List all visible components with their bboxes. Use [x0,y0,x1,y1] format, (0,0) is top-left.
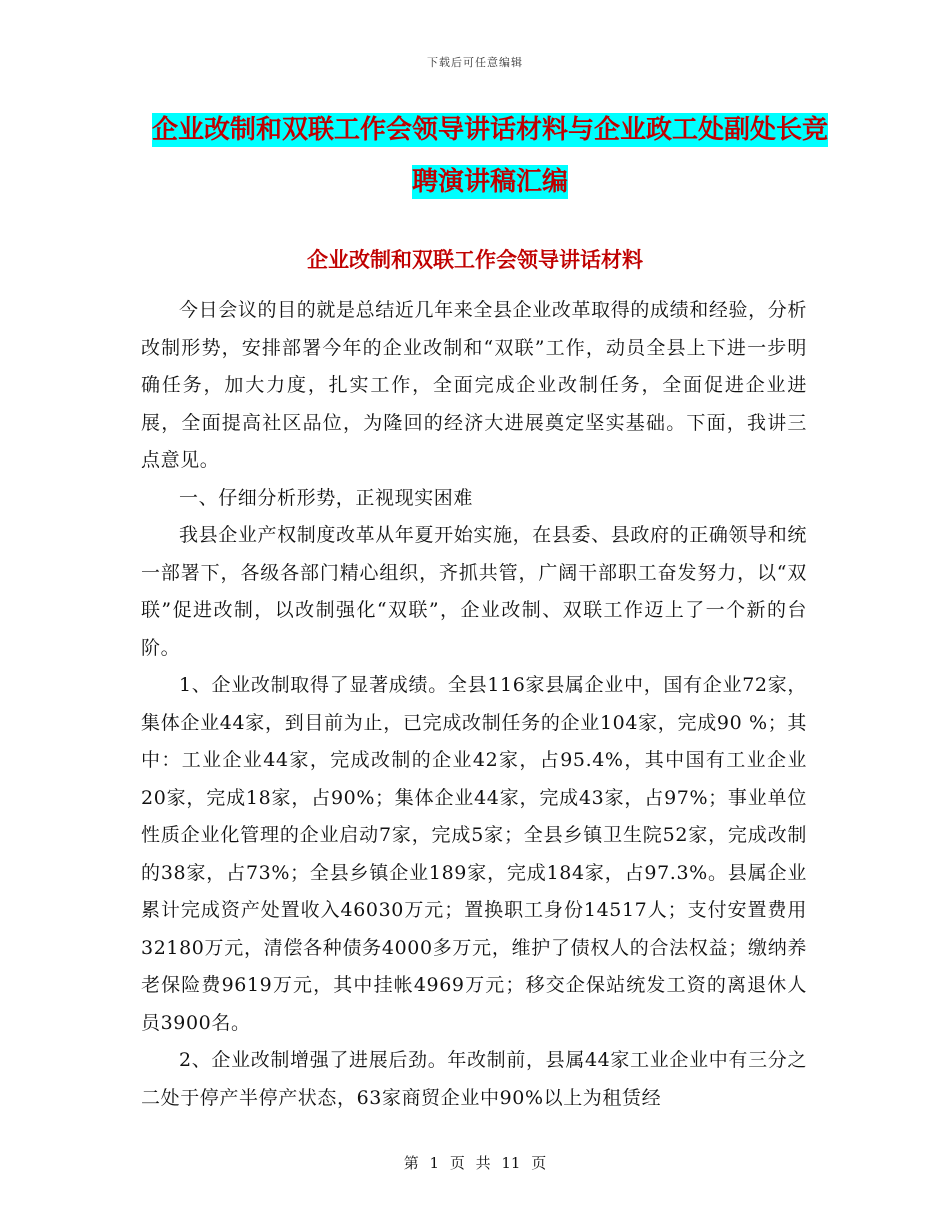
paragraph: 我县企业产权制度改革从年夏开始实施，在县委、县政府的正确领导和统一部署下，各级各部门精心组织，齐抓共管，广阔干部职工奋发努力，以“双联”促进改制，以改制强化“双联”，企业改制、双联工作迈上了一个新的台阶。 [141,524,807,659]
paragraph: 2、企业改制增强了进展后劲。年改制前，县属44家工业企业中有三分之二处于停产半停产状态，63家商贸企业中90%以上为租赁经 [141,1049,807,1109]
paragraph: 1、企业改制取得了显著成绩。全县116家县属企业中，国有企业72家，集体企业44家，到目前为止，已完成改制任务的企业104家，完成90 %；其中：工业企业44家，完成改制的企业42家，占95.4%，其中国有工业企业20家，完成18家，占90%；集体企业44家，完成43家，占97%；事业单位性质企业化管理的企业启动7家，完成5家；全县乡镇卫生院52家，完成改制的38家，占73%；全县乡镇企业189家，完成184家，占97.3%。县属企业累计完成资产处置收入46030万元；置换职工身份14517人；支付安置费用32180万元，清偿各种债务4000多万元，维护了债权人的合法权益；缴纳养老保险费9619万元，其中挂帐4969万元；移交企保站统发工资的离退休人员3900名。 [141,674,807,1034]
document-title [140,104,840,208]
page-header-note: 下载后可任意编辑 [427,56,523,69]
paragraph: 今日会议的目的就是总结近几年来全县企业改革取得的成绩和经验，分析改制形势，安排部署今年的企业改制和“双联”工作，动员全县上下进一步明确任务，加大力度，扎实工作，全面完成企业改制任务，全面促进企业进展，全面提高社区品位，为隆回的经济大进展奠定坚实基础。下面，我讲三点意见。 [141,299,807,471]
paragraph: 一、仔细分析形势，正视现实困难 [179,486,474,509]
page-number-footer: 第 1 页 共 11 页 [403,1154,547,1172]
document-body [141,292,807,1117]
document-title-text: 企业改制和双联工作会领导讲话材料与企业政工处副处长竞聘演讲稿汇编 [151,115,828,197]
section-title: 企业改制和双联工作会领导讲话材料 [307,248,643,272]
